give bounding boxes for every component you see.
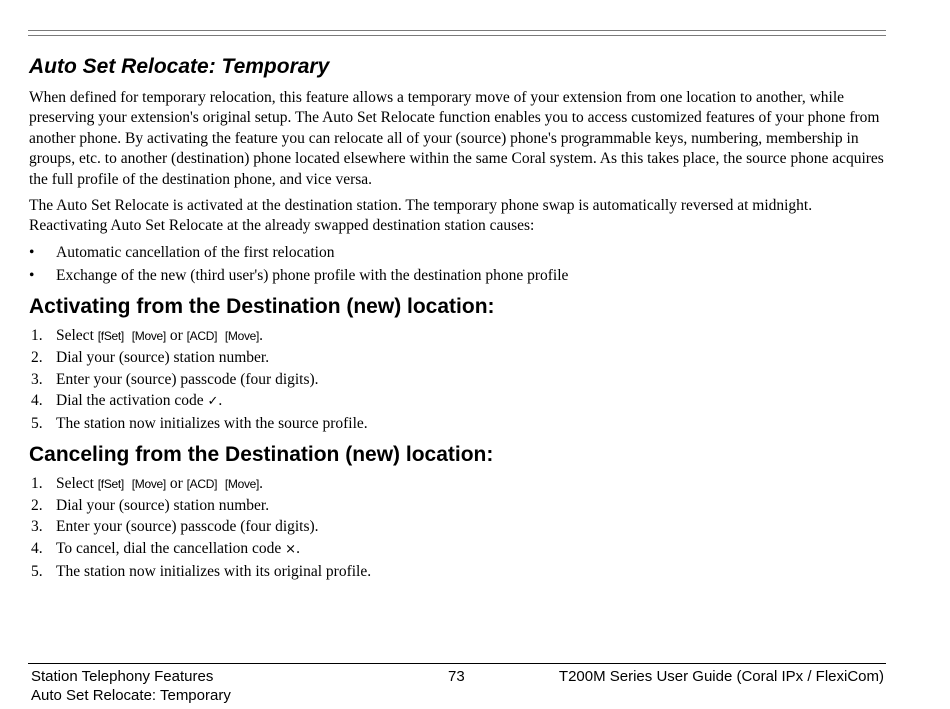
activating-heading: Activating from the Destination (new) location: [29,295,495,319]
canceling-steps [29,474,889,582]
intro-paragraph-2: The Auto Set Relocate is activated at the destination station. The temporary phone swap is automatically reversed at midnight. Reactivating Auto Set Relocate at the already swapped destination station causes: [29,197,813,235]
bullet-icon: • [29,267,35,285]
step-item [29,414,889,434]
step-item [29,326,889,346]
page-number: 73 [448,668,465,685]
step-number: 4. [31,540,43,558]
step-item [29,370,889,390]
step-text [56,326,263,346]
step-number: 2. [31,349,43,367]
step-text-post: . [259,475,263,493]
page-content [29,54,889,584]
step-item [29,391,889,412]
step-text-main: To cancel, dial the cancellation code [56,540,286,558]
step-text-mid: or [165,327,187,345]
step-number: 1. [31,475,43,493]
intro-paragraph-1: When defined for temporary relocation, this feature allows a temporary move of your extension from one location to another, while preserving your extension's original setup. The Auto Set Relocate function enables you to access customized features of your phone from another phone. By activating the feature you can relocate all of your (source) phone's programmable keys, numbering, membership in groups, etc. to another (destination) phone located elsewhere within the same Coral system. As this takes place, the source phone acquires the full profile of the destination phone, and vice versa. [29,89,884,188]
step-number: 2. [31,496,43,514]
step-text-main: Dial the activation code [56,392,208,410]
step-text-mid: or [165,475,187,493]
step-item [29,517,889,537]
bullet-icon: • [29,243,35,261]
footer-section: Auto Set Relocate: Temporary [31,687,231,704]
step-item [29,539,889,560]
step-text: Enter your (source) passcode (four digits). [56,370,319,388]
step-text-pre: Select [56,475,98,493]
checkmark-icon: ✓ [207,394,219,410]
cross-icon: × [285,542,297,558]
step-number: 1. [31,327,43,345]
fset-key-label: [fSet] [97,477,124,492]
header-rule-top [28,30,886,31]
header-rule-bottom [28,35,886,36]
footer-rule [28,663,886,664]
step-text [56,539,300,560]
move-key-label: [Move] [131,329,166,344]
move-key-label: [Move] [224,477,260,492]
footer-chapter: Station Telephony Features [31,668,214,685]
effects-list [29,243,889,287]
step-item [29,496,889,516]
step-text-post: . [259,327,263,345]
bullet-text: Automatic cancellation of the first relocation [56,243,335,261]
canceling-heading: Canceling from the Destination (new) location: [29,443,494,467]
step-text-post: . [218,392,223,410]
fset-key-label: [fSet] [97,329,124,344]
list-item [29,243,889,263]
acd-key-label: [ACD] [186,477,218,492]
step-text: The station now initializes with its original profile. [56,562,372,580]
step-number: 3. [31,518,43,536]
step-text: Dial your (source) station number. [56,496,270,514]
page-title: Auto Set Relocate: Temporary [29,55,330,78]
footer-guide-title: T200M Series User Guide (Coral IPx / FlexiCom) [558,668,884,685]
move-key-label: [Move] [224,329,260,344]
step-text: Enter your (source) passcode (four digits). [56,518,319,536]
step-item [29,348,889,368]
step-text [56,391,222,412]
bullet-text: Exchange of the new (third user's) phone profile with the destination phone profile [56,267,569,285]
step-item [29,562,889,582]
step-text-post: . [296,540,300,558]
list-item [29,266,889,286]
step-text-pre: Select [56,327,98,345]
step-item [29,474,889,494]
activating-steps [29,326,889,434]
step-number: 4. [31,392,43,410]
acd-key-label: [ACD] [186,329,218,344]
move-key-label: [Move] [131,477,166,492]
step-number: 5. [31,562,43,580]
step-text: Dial your (source) station number. [56,349,270,367]
step-text [56,474,263,494]
step-number: 5. [31,415,43,433]
step-number: 3. [31,370,43,388]
step-text: The station now initializes with the source profile. [56,415,368,433]
